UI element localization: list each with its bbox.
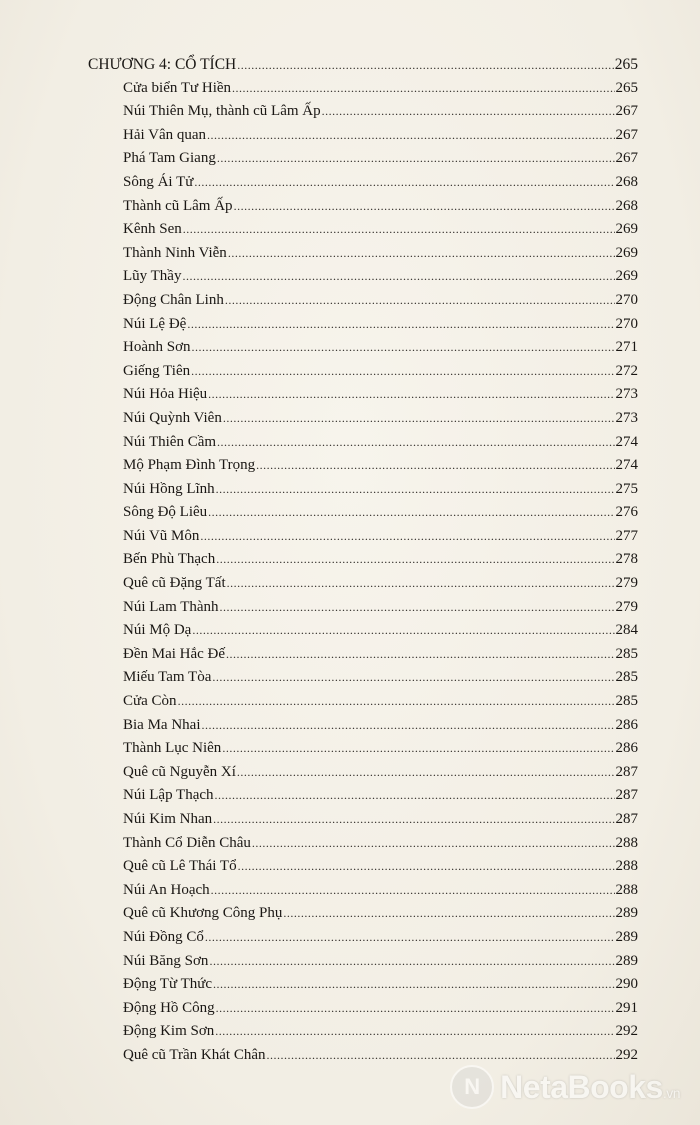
chapter-title: CHƯƠNG 4: CỔ TÍCH	[88, 56, 237, 73]
toc-entry-title: Thành Ninh Viễn	[123, 244, 227, 261]
toc-entry	[88, 407, 638, 431]
dot-leader	[220, 596, 615, 620]
toc-entry-page-number: 270	[615, 315, 638, 332]
toc-entry-page-number: 288	[615, 881, 638, 898]
toc-entry-page-number: 267	[615, 103, 638, 120]
toc-entry	[88, 313, 638, 337]
toc-entry-title: Đền Mai Hắc Đế	[123, 645, 226, 662]
dot-leader	[226, 643, 614, 667]
toc-entry-title: Quê cũ Trần Khát Chân	[123, 1046, 266, 1063]
dot-leader	[211, 879, 615, 903]
toc-entry-page-number: 268	[615, 197, 638, 214]
toc-entry	[88, 596, 638, 620]
toc-entry-title: Núi An Hoạch	[123, 881, 210, 898]
toc-entry	[88, 265, 638, 289]
toc-entry	[88, 383, 638, 407]
toc-entry	[88, 950, 638, 974]
toc-entry	[88, 454, 638, 478]
toc-entry	[88, 808, 638, 832]
toc-entry-title: Cửa biển Tư Hiền	[123, 79, 232, 96]
toc-entry-title: Bia Ma Nhai	[123, 716, 201, 733]
toc-entry	[88, 218, 638, 242]
dot-leader	[194, 171, 614, 195]
toc-entry-title: Thành cũ Lâm Ấp	[123, 197, 233, 214]
toc-entry	[88, 619, 638, 643]
dot-leader	[192, 619, 614, 643]
toc-entry-page-number: 292	[615, 1046, 638, 1063]
toc-entry	[88, 902, 638, 926]
toc-entry-title: Động Chân Linh	[123, 291, 224, 308]
toc-entry	[88, 1044, 638, 1068]
toc-entry-page-number: 279	[615, 598, 638, 615]
chapter-page-number: 265	[614, 56, 638, 73]
dot-leader	[227, 572, 615, 596]
toc-entry	[88, 714, 638, 738]
toc-entry-title: Quê cũ Lê Thái Tổ	[123, 858, 237, 875]
dot-leader	[223, 407, 615, 431]
toc-entry-title: Hải Vân quan	[123, 126, 207, 143]
dot-leader	[217, 431, 614, 455]
toc-entry-page-number: 285	[615, 645, 638, 662]
toc-entry-page-number: 278	[615, 551, 638, 568]
toc-entry-title: Núi Lam Thành	[123, 598, 219, 615]
toc-entry-page-number: 290	[615, 976, 638, 993]
toc-entry	[88, 832, 638, 856]
dot-leader	[216, 548, 614, 572]
toc-entry-title: Giếng Tiên	[123, 362, 191, 379]
toc-entry	[88, 336, 638, 360]
toc-entry	[88, 242, 638, 266]
dot-leader	[237, 761, 615, 785]
dot-leader	[215, 784, 615, 808]
toc-entry-title: Núi Mộ Dạ	[123, 622, 192, 639]
toc-entry-page-number: 267	[615, 126, 638, 143]
dot-leader	[238, 855, 615, 879]
watermark-brand: NetaBooks	[500, 1068, 663, 1105]
dot-leader	[208, 501, 614, 525]
toc-entry	[88, 77, 638, 101]
toc-entry-page-number: 289	[615, 928, 638, 945]
logo-letter: N	[464, 1074, 481, 1099]
dot-leader	[232, 77, 614, 101]
toc-entry-title: Động Hồ Công	[123, 999, 215, 1016]
toc-entry-title: Núi Lệ Đệ	[123, 315, 187, 332]
toc-entry-page-number: 276	[615, 504, 638, 521]
toc-entry	[88, 501, 638, 525]
watermark-suffix: .vn	[662, 1084, 680, 1101]
dot-leader	[283, 902, 614, 926]
toc-entry	[88, 879, 638, 903]
dot-leader	[215, 1020, 614, 1044]
toc-entry	[88, 478, 638, 502]
toc-entry	[88, 171, 638, 195]
dot-leader	[178, 690, 615, 714]
watermark-text	[500, 1069, 680, 1106]
toc-entry-page-number: 288	[615, 858, 638, 875]
toc-entry-page-number: 271	[615, 339, 638, 356]
toc-entry-title: Quê cũ Khương Công Phụ	[123, 905, 283, 922]
dot-leader	[216, 478, 615, 502]
toc-entry-title: Thành Cổ Diễn Châu	[123, 834, 251, 851]
toc-entry-page-number: 269	[615, 268, 638, 285]
toc-entry-page-number: 279	[615, 575, 638, 592]
toc-entry-page-number: 287	[615, 787, 638, 804]
toc-entry	[88, 690, 638, 714]
dot-leader	[322, 100, 615, 124]
dot-leader	[216, 997, 615, 1021]
dot-leader	[237, 54, 614, 78]
toc-entry-title: Núi Lập Thạch	[123, 787, 214, 804]
toc-entry	[88, 360, 638, 384]
toc-entry-page-number: 270	[615, 291, 638, 308]
toc-entry-page-number: 268	[615, 173, 638, 190]
toc-entry-page-number: 285	[615, 669, 638, 686]
dot-leader	[192, 336, 615, 360]
toc-entry-page-number: 284	[615, 622, 638, 639]
toc-entry-title: Lũy Thầy	[123, 268, 182, 285]
toc-entry	[88, 973, 638, 997]
toc-entry-title: Động Kim Sơn	[123, 1023, 215, 1040]
dot-leader	[209, 950, 614, 974]
toc-entry	[88, 643, 638, 667]
toc-entry-page-number: 273	[615, 409, 638, 426]
toc-entry	[88, 124, 638, 148]
dot-leader	[212, 666, 614, 690]
toc-entry-title: Núi Vũ Môn	[123, 527, 200, 544]
toc-entry-title: Bến Phù Thạch	[123, 551, 216, 568]
toc-entry-page-number: 285	[615, 693, 638, 710]
toc-entry-page-number: 292	[615, 1023, 638, 1040]
netabooks-watermark	[450, 1065, 680, 1109]
toc-entry-title: Quê cũ Đặng Tất	[123, 575, 226, 592]
toc-entry	[88, 289, 638, 313]
toc-entry-title: Núi Thiên Mụ, thành cũ Lâm Ấp	[123, 103, 321, 120]
toc-entry-title: Thành Lục Niên	[123, 740, 222, 757]
toc-entry-list	[88, 77, 638, 1068]
toc-entry-page-number: 287	[615, 763, 638, 780]
toc-entry-title: Núi Kim Nhan	[123, 811, 213, 827]
dot-leader	[191, 360, 614, 384]
toc-entry-title: Phá Tam Giang	[123, 150, 216, 167]
dot-leader	[183, 218, 615, 242]
toc-entry-page-number: 269	[615, 221, 638, 238]
toc-entry	[88, 737, 638, 761]
toc-entry	[88, 525, 638, 549]
toc-entry-page-number: 287	[615, 811, 638, 827]
toc-entry-page-number: 277	[615, 527, 638, 544]
dot-leader	[213, 808, 614, 832]
toc-entry-title: Động Từ Thức	[123, 976, 213, 993]
toc-entry-page-number: 275	[615, 480, 638, 497]
toc-entry-page-number: 289	[615, 952, 638, 969]
toc-entry-page-number: 267	[615, 150, 638, 167]
toc-entry	[88, 761, 638, 785]
netabooks-logo-icon	[450, 1065, 494, 1109]
dot-leader	[200, 525, 614, 549]
toc-entry-page-number: 269	[615, 244, 638, 261]
toc-entry-title: Cửa Còn	[123, 693, 177, 710]
dot-leader	[213, 973, 614, 997]
toc-entry-page-number: 286	[615, 740, 638, 757]
toc-entry	[88, 100, 638, 124]
toc-entry	[88, 666, 638, 690]
toc-entry-title: Núi Thiên Cầm	[123, 433, 217, 450]
toc-entry-title: Núi Đồng Cổ	[123, 928, 204, 945]
toc-entry-page-number: 265	[615, 79, 638, 96]
dot-leader	[208, 383, 614, 407]
toc-entry	[88, 548, 638, 572]
toc-entry-title: Miếu Tam Tòa	[123, 669, 212, 686]
toc-entry-page-number: 274	[615, 457, 638, 474]
dot-leader	[228, 242, 615, 266]
dot-leader	[182, 265, 614, 289]
toc-entry-page-number: 273	[615, 386, 638, 403]
dot-leader	[187, 313, 614, 337]
toc-entry-title: Núi Quỳnh Viên	[123, 409, 222, 426]
toc-entry	[88, 431, 638, 455]
dot-leader	[234, 195, 615, 219]
toc-entry-title: Mộ Phạm Đình Trọng	[123, 457, 256, 474]
toc-entry	[88, 784, 638, 808]
toc-entry-title: Núi Băng Sơn	[123, 952, 209, 969]
toc-entry-page-number: 288	[615, 834, 638, 851]
toc-entry	[88, 997, 638, 1021]
dot-leader	[217, 147, 615, 171]
toc-entry-page-number: 289	[615, 905, 638, 922]
toc-chapter-heading	[88, 53, 638, 77]
toc-entry-title: Hoành Sơn	[123, 339, 191, 356]
dot-leader	[207, 124, 614, 148]
toc-entry-page-number: 291	[615, 999, 638, 1016]
toc-entry-title: Núi Hồng Lĩnh	[123, 480, 215, 497]
toc-entry-title: Núi Hỏa Hiệu	[123, 386, 208, 403]
dot-leader	[256, 454, 614, 478]
dot-leader	[252, 832, 615, 856]
dot-leader	[225, 289, 615, 313]
toc-entry-page-number: 286	[615, 716, 638, 733]
toc-entry-title: Kênh Sen	[123, 221, 182, 238]
toc-entry-page-number: 274	[615, 433, 638, 450]
dot-leader	[201, 714, 614, 738]
toc-entry-title: Sông Độ Liêu	[123, 504, 208, 521]
toc-entry-title: Quê cũ Nguyễn Xí	[123, 763, 236, 780]
dot-leader	[267, 1044, 615, 1068]
toc-entry	[88, 1020, 638, 1044]
toc-entry	[88, 572, 638, 596]
toc-entry	[88, 195, 638, 219]
dot-leader	[205, 926, 615, 950]
table-of-contents	[88, 53, 638, 1068]
toc-entry	[88, 147, 638, 171]
dot-leader	[222, 737, 614, 761]
toc-entry	[88, 926, 638, 950]
toc-entry-page-number: 272	[615, 362, 638, 379]
toc-entry	[88, 855, 638, 879]
toc-entry-title: Sông Ái Tử	[123, 173, 194, 190]
